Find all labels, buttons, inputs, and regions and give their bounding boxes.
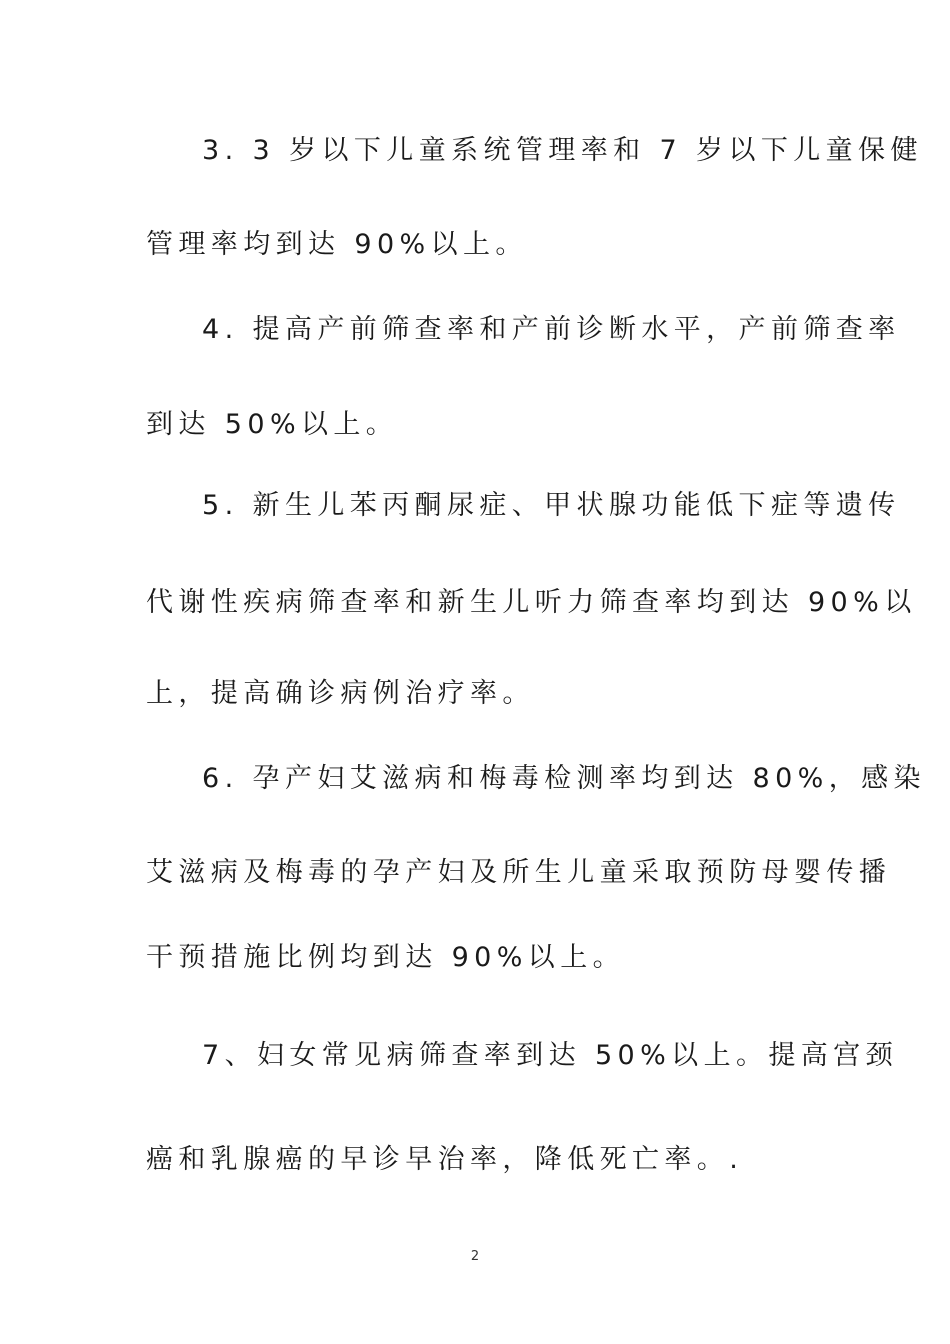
item-6-line-2: 艾滋病及梅毒的孕产妇及所生儿童采取预防母婴传播 [146,857,892,888]
item-7-line-2: 癌和乳腺癌的早诊早治率，降低死亡率。. [146,1144,744,1175]
item-5-line-2: 代谢性疾病筛查率和新生儿听力筛查率均到达 90%以 [146,587,917,618]
item-4-line-1: 4. 提高产前筛查率和产前诊断水平，产前筛查率 [202,314,901,345]
item-3-line-2: 管理率均到达 90%以上。 [146,229,528,260]
page-number: 2 [470,1249,480,1264]
item-3-line-1: 3. 3 岁以下儿童系统管理率和 7 岁以下儿童保健 [202,135,923,166]
item-4-line-2: 到达 50%以上。 [146,409,399,440]
item-6-line-3: 干预措施比例均到达 90%以上。 [146,942,625,973]
item-7-line-1: 7、妇女常见病筛查率到达 50%以上。提高宫颈 [202,1040,898,1071]
item-5-line-1: 5. 新生儿苯丙酮尿症、甲状腺功能低下症等遗传 [202,490,901,521]
item-5-line-3: 上，提高确诊病例治疗率。 [146,678,535,709]
item-6-line-1: 6. 孕产妇艾滋病和梅毒检测率均到达 80%，感染 [202,763,926,794]
